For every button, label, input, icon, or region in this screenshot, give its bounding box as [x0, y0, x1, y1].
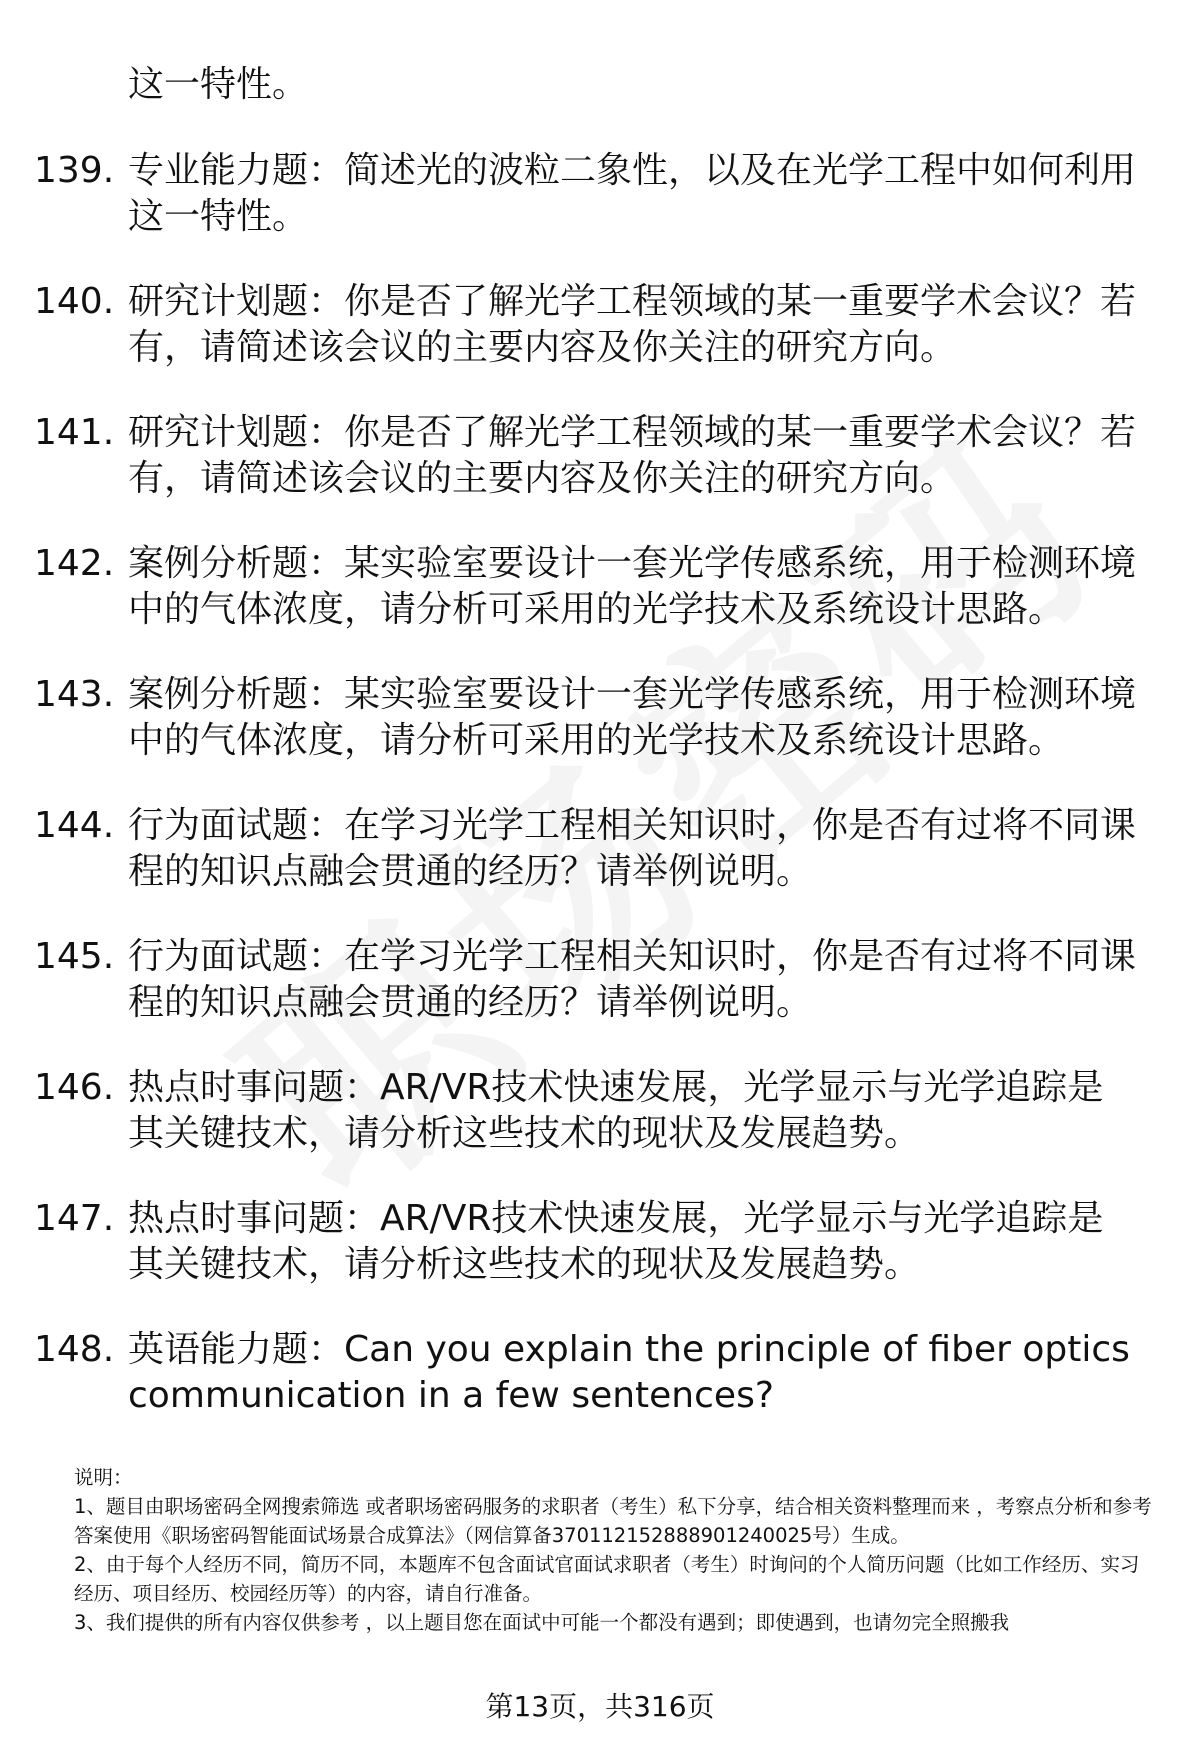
question-number: 143. — [34, 674, 115, 715]
notes-heading: 说明： — [74, 1466, 133, 1489]
question-number: 141. — [34, 412, 115, 453]
question-text: 行为面试题：在学习光学工程相关知识时，你是否有过将不同课程的知识点融会贯通的经历？请举例说明。 — [128, 936, 1137, 1023]
question-text: 研究计划题：你是否了解光学工程领域的某一重要学术会议？若有，请简述该会议的主要内容及你关注的研究方向。 — [128, 281, 1137, 368]
note-item: 2、由于每个人经历不同，简历不同，本题库不包含面试官面试求职者（考生）时询问的个人简历问题（比如工作经历、实习经历、项目经历、校园经历等）的内容，请自行准备。 — [74, 1553, 1140, 1605]
question-item — [34, 672, 1184, 764]
question-item — [34, 410, 1184, 502]
note-item: 1、题目由职场密码全网搜索筛选 或者职场密码服务的求职者（考生）私下分享，结合相关资料整理而来 ，考察点分析和参考答案使用《职场密码智能面试场景合成算法》（网信算备370112152888901240025号）生成。 — [74, 1495, 1152, 1547]
question-item — [34, 1327, 1184, 1419]
note-item: 3、我们提供的所有内容仅供参考 ，以上题目您在面试中可能一个都没有遇到；即使遇到，也请勿完全照搬我 — [74, 1611, 1010, 1634]
question-number: 146. — [34, 1067, 115, 1108]
question-text: 英语能力题：Can you explain the principle of fiber optics communication in a few sentences? — [128, 1329, 1130, 1416]
question-number: 139. — [34, 150, 115, 191]
question-number: 145. — [34, 936, 115, 977]
question-number: 148. — [34, 1329, 115, 1370]
question-text: 行为面试题：在学习光学工程相关知识时，你是否有过将不同课程的知识点融会贯通的经历？请举例说明。 — [128, 805, 1137, 892]
question-text: 专业能力题：简述光的波粒二象性，以及在光学工程中如何利用这一特性。 — [128, 150, 1137, 237]
question-text: 热点时事问题：AR/VR技术快速发展，光学显示与光学追踪是其关键技术，请分析这些技术的现状及发展趋势。 — [128, 1198, 1104, 1285]
question-text: 案例分析题：某实验室要设计一套光学传感系统，用于检测环境中的气体浓度，请分析可采用的光学技术及系统设计思路。 — [128, 543, 1137, 630]
question-item — [34, 1065, 1184, 1157]
question-item — [34, 934, 1184, 1026]
question-item — [34, 541, 1184, 633]
question-number: 140. — [34, 281, 115, 322]
question-number: 144. — [34, 805, 115, 846]
question-number: 142. — [34, 543, 115, 584]
question-text: 案例分析题：某实验室要设计一套光学传感系统，用于检测环境中的气体浓度，请分析可采用的光学技术及系统设计思路。 — [128, 674, 1137, 761]
notes-section — [74, 1463, 1154, 1637]
question-text: 热点时事问题：AR/VR技术快速发展，光学显示与光学追踪是其关键技术，请分析这些技术的现状及发展趋势。 — [128, 1067, 1104, 1154]
question-item — [34, 279, 1184, 371]
page-number: 第13页，共316页 — [485, 1690, 715, 1723]
question-list — [34, 148, 1184, 1458]
question-item — [34, 803, 1184, 895]
question-number: 147. — [34, 1198, 115, 1239]
continuation-text: 这一特性。 — [128, 64, 309, 105]
question-item — [34, 1196, 1184, 1288]
question-item — [34, 148, 1184, 240]
question-text: 研究计划题：你是否了解光学工程领域的某一重要学术会议？若有，请简述该会议的主要内容及你关注的研究方向。 — [128, 412, 1137, 499]
